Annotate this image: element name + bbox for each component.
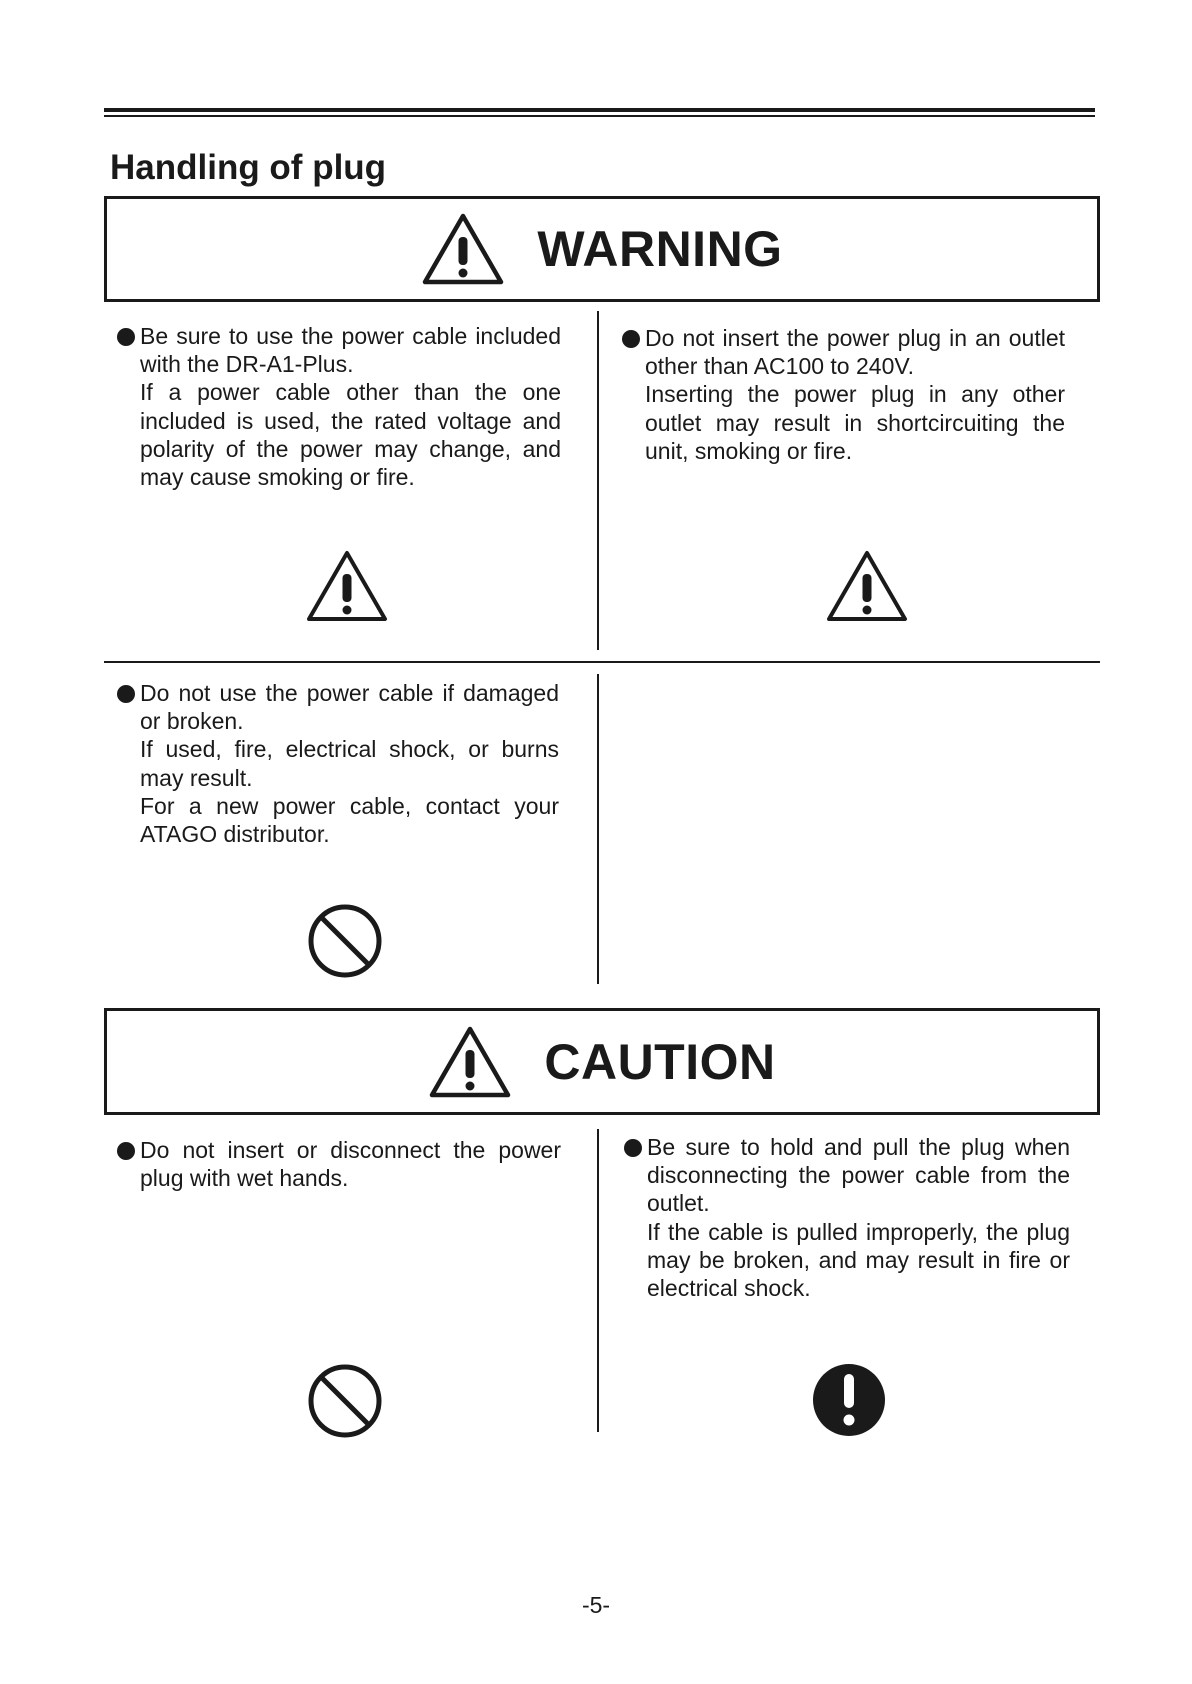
header-rule-thin bbox=[104, 115, 1095, 117]
caution-item-lead: Be sure to hold and pull the plug when disconnecting the power cable from the outlet. bbox=[647, 1134, 1070, 1217]
warning-item-lead: Be sure to use the power cable included with the DR-A1-Plus. bbox=[140, 323, 561, 378]
warning-item-outlet-voltage bbox=[645, 324, 1065, 465]
header-rule bbox=[104, 108, 1095, 112]
warning-divider-vertical bbox=[597, 311, 599, 650]
bullet bbox=[117, 1142, 135, 1160]
warning-item-detail: If a power cable other than the one included is used, the rated voltage and polarity of the power may change, and may cause smoking or fire. bbox=[140, 379, 561, 491]
warning-item-lead: Do not use the power cable if damaged or broken. bbox=[140, 680, 559, 735]
bullet bbox=[117, 685, 135, 703]
warning-divider-horizontal bbox=[104, 661, 1100, 663]
warning-triangle-icon bbox=[421, 211, 505, 287]
warning-triangle-icon bbox=[825, 548, 909, 624]
warning-divider-vertical-lower bbox=[597, 674, 599, 984]
caution-item-pull-plug bbox=[647, 1133, 1070, 1302]
bullet bbox=[622, 330, 640, 348]
warning-item-lead: Do not insert the power plug in an outlet other than AC100 to 240V. bbox=[645, 325, 1065, 380]
warning-item-detail: If used, fire, electrical shock, or burns may result. bbox=[140, 736, 559, 791]
caution-banner bbox=[104, 1008, 1100, 1115]
warning-triangle-icon bbox=[305, 548, 389, 624]
prohibition-icon bbox=[306, 1362, 384, 1440]
prohibition-icon bbox=[306, 902, 384, 980]
caution-item-wet-hands bbox=[140, 1136, 561, 1192]
bullet bbox=[117, 328, 135, 346]
page-number: -5- bbox=[581, 1592, 611, 1618]
section-title: Handling of plug bbox=[110, 148, 387, 187]
warning-item-detail: For a new power cable, contact your ATAGO distributor. bbox=[140, 792, 559, 848]
bullet bbox=[624, 1139, 642, 1157]
caution-divider-vertical bbox=[597, 1129, 599, 1432]
warning-triangle-icon bbox=[428, 1024, 512, 1100]
warning-item-power-cable bbox=[140, 322, 561, 491]
warning-label: WARNING bbox=[537, 221, 783, 277]
mandatory-action-icon bbox=[811, 1362, 887, 1438]
warning-banner bbox=[104, 196, 1100, 302]
warning-item-detail: Inserting the power plug in any other outlet may result in shortcircuiting the unit, smoking or fire. bbox=[645, 381, 1065, 464]
caution-item-detail: If the cable is pulled improperly, the plug may be broken, and may result in fire or electrical shock. bbox=[647, 1218, 1070, 1302]
warning-item-damaged-cable bbox=[140, 679, 559, 848]
caution-item-lead: Do not insert or disconnect the power plug with wet hands. bbox=[140, 1137, 561, 1192]
caution-label: CAUTION bbox=[544, 1033, 776, 1090]
